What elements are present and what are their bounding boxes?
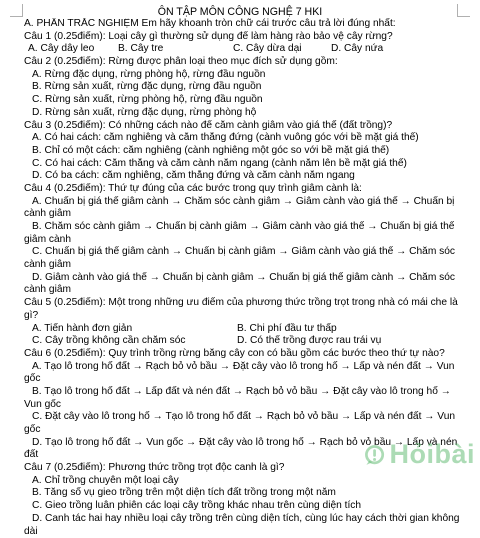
answer-option: B. Chi phí đầu tư thấp (237, 323, 337, 336)
question-heading: A. PHẦN TRẮC NGHIỆM Em hãy khoanh tròn chữ cái trước câu trả lời đúng nhất: (24, 18, 470, 31)
answer-option: D. Cây nứa (331, 43, 383, 56)
text-line: B. Rừng sản xuất, rừng đặc dụng, rừng đầu nguồn (24, 81, 470, 94)
text-line: giâm cành (24, 234, 470, 247)
text-line: đất (24, 449, 470, 462)
answer-options-row (24, 43, 470, 56)
text-line: D. Canh tác hai hay nhiều loại cây trồng trên cùng diện tích, cùng lúc hay cách thời gian không (24, 513, 470, 526)
answer-option: C. Cây dừa dại (233, 43, 302, 56)
hoibai-watermark (363, 434, 475, 474)
text-line: gốc (24, 424, 470, 437)
question-heading: Câu 7 (0.25điểm): Phương thức trồng trọt độc canh là gì? (24, 462, 470, 475)
text-line: dài (24, 526, 470, 538)
text-line: cành giâm (24, 208, 470, 221)
answer-option: D. Có thể trồng được rau trái vụ (237, 335, 381, 348)
text-line: C. Rừng sản xuất, rừng phòng hộ, rừng đầu nguồn (24, 94, 470, 107)
text-line: B. Tăng số vụ gieo trồng trên một diện tích đất trồng trong một năm (24, 487, 470, 500)
answer-option: B. Cây tre (118, 43, 163, 56)
watermark-text: Hỏibài (389, 439, 475, 470)
text-line: gì? (24, 310, 470, 323)
text-line: A. Chỉ trồng chuyên một loại cây (24, 475, 470, 488)
text-line: D. Rừng sản xuất, rừng đặc dụng, rừng phòng hộ (24, 107, 470, 120)
text-line: B. Chỉ có một cách: cắm nghiêng (cành nghiêng một góc so với bề mặt giá thể) (24, 145, 470, 158)
text-line: B. Tạo lỗ trong hố đất → Lấp đất và nén đất → Rạch bỏ vỏ bầu → Đặt cây vào lỗ trong hố → (24, 386, 470, 399)
text-line: gốc (24, 373, 470, 386)
answer-option: C. Cây trồng không cần chăm sóc (32, 335, 185, 348)
text-line: C. Gieo trồng luân phiên các loại cây trồng khác nhau trên cùng diện tích (24, 500, 470, 513)
text-line: C. Có hai cách: Cắm thẳng và cắm cành nằm ngang (cành nằm lên bề mặt giá thể) (24, 158, 470, 171)
text-line: Vun gốc (24, 399, 470, 412)
answer-option: A. Cây dây leo (28, 43, 94, 56)
text-line: A. Chuẩn bị giá thể giâm cành → Chăm sóc cành giâm → Giâm cành vào giá thể → Chuẩn bị (24, 196, 470, 209)
text-line: B. Chăm sóc cành giâm → Chuẩn bị cành giâm → Giâm cành vào giá thể → Chuẩn bị giá thể (24, 221, 470, 234)
text-line: D. Có ba cách: cắm nghiêng, cắm thẳng đứng và cắm cành nằm ngang (24, 170, 470, 183)
answer-options-row (24, 335, 470, 348)
text-line: cành giâm (24, 284, 470, 297)
question-heading: Câu 6 (0.25điểm): Quy trình trồng rừng bằng cây con có bầu gồm các bước theo thứ tự nào? (24, 348, 470, 361)
text-line: D. Giâm cành vào giá thể → Chuẩn bị cành giâm → Chuẩn bị giá thể giâm cành → Chăm sóc (24, 272, 470, 285)
text-line: A. Tạo lỗ trong hố đất → Rạch bỏ vỏ bầu → Đặt cây vào lỗ trong hố → Lấp và nén đất → Vun (24, 361, 470, 374)
text-line: cành giâm (24, 259, 470, 272)
question-heading: Câu 2 (0.25điểm): Rừng được phân loại theo mục đích sử dụng gồm: (24, 56, 470, 69)
text-line: D. Tạo lỗ trong hố đất → Vun gốc → Đặt cây vào lỗ trong hố → Rạch bỏ vỏ bầu → Lấp và nén (24, 437, 470, 450)
answer-option: A. Tiến hành đơn giản (32, 323, 132, 336)
hoibai-logo-icon (363, 436, 387, 472)
answer-options-row (24, 323, 470, 336)
question-heading: Câu 1 (0.25điểm): Loại cây gì thường sử dụng để làm hàng rào bảo vệ cây rừng? (24, 31, 470, 44)
document-title: ÔN TẬP MÔN CÔNG NGHỆ 7 HKI (0, 6, 480, 19)
question-heading: Câu 5 (0.25điểm): Một trong những ưu điểm của phương thức trồng trọt trong nhà có mái che là (24, 297, 470, 310)
question-heading: Câu 4 (0.25điểm): Thứ tự đúng của các bước trong quy trình giâm cành là: (24, 183, 470, 196)
text-line: A. Có hai cách: cắm nghiêng và cắm thẳng đứng (cành vuông góc với bề mặt giá thể) (24, 132, 470, 145)
question-heading: Câu 3 (0.25điểm): Có những cách nào để cắm cành giâm vào giá thể (đất trồng)? (24, 120, 470, 133)
text-line: C. Đặt cây vào lỗ trong hố → Tạo lỗ trong hố đất → Rạch bỏ vỏ bầu → Lấp và nén đất → Vun (24, 411, 470, 424)
text-line: A. Rừng đặc dụng, rừng phòng hộ, rừng đầu nguồn (24, 69, 470, 82)
text-line: C. Chuẩn bị giá thể giâm cành → Chuẩn bị cành giâm → Giâm cành vào giá thể → Chăm sóc (24, 246, 470, 259)
